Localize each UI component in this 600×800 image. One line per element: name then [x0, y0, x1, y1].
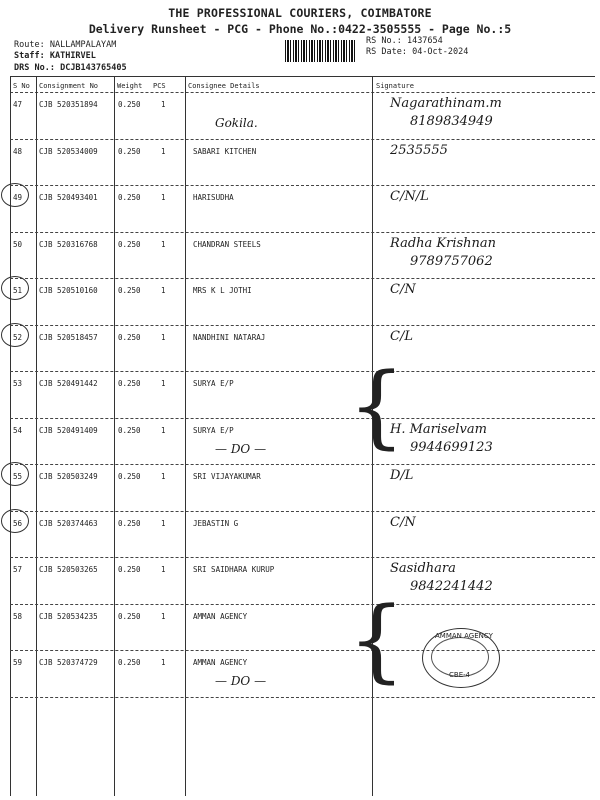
- sno-circle-mark: [1, 462, 29, 486]
- row-sno: 50: [13, 239, 23, 249]
- table-row: [10, 418, 595, 465]
- row-weight: 0.250: [118, 286, 141, 295]
- stamp-top-text: AMMAN AGENCY: [435, 632, 493, 640]
- col-header-consignment: Consignment No: [39, 82, 99, 90]
- row-sno: 55: [13, 472, 23, 481]
- table-row: [10, 371, 595, 418]
- row-weight: 0.250: [118, 611, 141, 621]
- row-weight: 0.250: [118, 425, 141, 435]
- drs-label: DRS No.:: [14, 63, 55, 73]
- table-row: [10, 604, 595, 651]
- row-consignment-no: CJB 520493401: [39, 193, 98, 202]
- row-sno: 54: [13, 425, 23, 435]
- row-weight: 0.250: [118, 472, 141, 481]
- row-pcs: 1: [161, 239, 166, 249]
- stamp-bottom-text: CBE-4: [449, 671, 471, 679]
- row-sno: 52: [13, 332, 23, 342]
- row-consignee: AMMAN AGENCY: [193, 611, 248, 621]
- col-header-sno: S No: [13, 82, 30, 90]
- row-signature-line1: C/N: [390, 514, 416, 530]
- col-header-consignee: Consignee Details: [188, 82, 260, 90]
- row-separator: [10, 697, 595, 698]
- row-consignment-no: CJB 520510160: [39, 286, 98, 295]
- row-sno: 53: [13, 379, 23, 388]
- sno-circle-mark: [1, 323, 29, 347]
- header-subtitle: Delivery Runsheet - PCG - Phone No.:0422-3505555 - Page No.:5: [88, 22, 512, 36]
- col-header-signature: Signature: [376, 82, 414, 90]
- table-row: [10, 139, 595, 186]
- row-weight: 0.250: [118, 565, 141, 574]
- row-consignee: SRI VIJAYAKUMAR: [193, 472, 261, 481]
- staff-field: [14, 51, 96, 61]
- row-consignment-no: CJB 520518457: [39, 332, 98, 342]
- row-consignment-no: CJB 520316768: [39, 239, 98, 249]
- row-weight: 0.250: [118, 100, 141, 109]
- row-pcs: 1: [161, 472, 166, 481]
- row-weight: 0.250: [118, 332, 141, 342]
- rs-date-label: RS Date:: [366, 47, 407, 57]
- rs-no-field: [366, 36, 443, 46]
- row-consignee-handwritten: — DO —: [215, 674, 267, 688]
- row-consignee: NANDHINI NATARAJ: [193, 332, 266, 342]
- row-signature-line1: Nagarathinam.m: [390, 96, 502, 111]
- sno-circle-mark: [1, 183, 29, 207]
- row-signature-line1: C/N/L: [390, 189, 429, 204]
- drs-value: DCJB143765405: [60, 63, 127, 73]
- row-signature-line1: D/L: [390, 468, 414, 483]
- sno-circle-mark: [1, 276, 29, 300]
- brace-mark: {: [348, 354, 406, 459]
- row-consignment-no: CJB 520491442: [39, 379, 98, 388]
- row-signature-line2: 9944699123: [410, 439, 493, 455]
- row-weight: 0.250: [118, 193, 141, 202]
- rs-no-value: 1437654: [406, 36, 443, 46]
- row-pcs: 1: [161, 611, 166, 621]
- row-signature-line1: H. Mariselvam: [390, 421, 487, 437]
- row-consignee-handwritten: — DO —: [215, 441, 267, 456]
- row-pcs: 1: [161, 379, 166, 388]
- row-pcs: 1: [161, 425, 166, 435]
- agency-stamp: [422, 628, 500, 688]
- row-weight: 0.250: [118, 379, 141, 388]
- row-signature-line1: Sasidhara: [390, 561, 456, 576]
- row-signature-line2: 8189834949: [410, 114, 493, 129]
- row-sno: 51: [13, 286, 23, 295]
- row-sno: 49: [13, 193, 23, 202]
- route-value: NALLAMPALAYAM: [49, 40, 117, 50]
- row-pcs: 1: [161, 332, 166, 342]
- row-consignee: MRS K L JOTHI: [193, 286, 252, 295]
- row-consignment-no: CJB 520491409: [39, 425, 98, 435]
- row-sno: 56: [13, 518, 23, 528]
- row-consignment-no: CJB 520351894: [39, 100, 98, 109]
- row-weight: 0.250: [118, 239, 141, 249]
- rs-date-value: 04-Oct-2024: [412, 47, 469, 57]
- table-row: [10, 464, 595, 511]
- row-consignee: SURYA E/P: [193, 425, 234, 435]
- table-row: [10, 232, 595, 279]
- row-consignee: CHANDRAN STEELS: [193, 239, 261, 249]
- brace-mark: {: [348, 588, 406, 693]
- row-signature-line1: C/N: [390, 282, 416, 297]
- row-consignment-no: CJB 520534009: [39, 146, 98, 156]
- route-field: [14, 40, 116, 50]
- row-signature-line2: 9789757062: [410, 253, 493, 269]
- table-row: [10, 278, 595, 325]
- row-pcs: 1: [161, 658, 166, 667]
- row-consignment-no: CJB 520503265: [39, 565, 98, 574]
- row-weight: 0.250: [118, 658, 141, 667]
- header-title: THE PROFESSIONAL COURIERS, COIMBATORE: [168, 6, 432, 20]
- row-pcs: 1: [161, 286, 166, 295]
- row-pcs: 1: [161, 193, 166, 202]
- row-consignment-no: CJB 520374463: [39, 518, 98, 528]
- col-header-weight: Weight: [117, 82, 143, 90]
- drs-field: [14, 63, 127, 73]
- table-row: [10, 557, 595, 604]
- row-consignee: SABARI KITCHEN: [193, 146, 257, 156]
- row-sno: 58: [13, 611, 23, 621]
- row-pcs: 1: [161, 100, 166, 109]
- row-signature-line1: C/L: [390, 328, 413, 344]
- sno-circle-mark: [1, 509, 29, 533]
- table-row: [10, 650, 595, 697]
- row-consignee: JEBASTIN G: [193, 518, 239, 528]
- table-row: [10, 325, 595, 372]
- row-pcs: 1: [161, 518, 166, 528]
- row-signature-line1: Radha Krishnan: [390, 235, 497, 251]
- staff-value: KATHIRVEL: [49, 51, 96, 61]
- row-signature-line1: 2535555: [390, 142, 448, 158]
- staff-label: Staff:: [14, 51, 45, 61]
- row-consignee-handwritten: Gokila.: [215, 116, 258, 130]
- col-header-pcs: PCS: [153, 82, 166, 90]
- row-sno: 48: [13, 146, 23, 156]
- row-sno: 47: [13, 100, 23, 109]
- row-pcs: 1: [161, 146, 166, 156]
- row-sno: 57: [13, 565, 23, 574]
- row-consignment-no: CJB 520503249: [39, 472, 98, 481]
- row-consignee: SRI SAIDHARA KURUP: [193, 565, 275, 574]
- route-label: Route:: [14, 40, 45, 50]
- table-top-border: [10, 76, 595, 77]
- row-pcs: 1: [161, 565, 166, 574]
- rs-date-field: [366, 47, 468, 57]
- row-consignment-no: CJB 520374729: [39, 658, 98, 667]
- row-weight: 0.250: [118, 146, 141, 156]
- row-sno: 59: [13, 658, 23, 667]
- row-weight: 0.250: [118, 518, 141, 528]
- row-consignment-no: CJB 520534235: [39, 611, 98, 621]
- runsheet-table: [10, 76, 595, 796]
- row-consignee: HARISUDHA: [193, 193, 234, 202]
- row-consignee: SURYA E/P: [193, 379, 234, 388]
- table-row: [10, 511, 595, 558]
- table-row: [10, 185, 595, 232]
- table-row: [10, 92, 595, 139]
- row-consignee: AMMAN AGENCY: [193, 658, 248, 667]
- row-signature-line2: 9842241442: [410, 579, 493, 594]
- barcode: [285, 40, 357, 62]
- rs-no-label: RS No.:: [366, 36, 402, 46]
